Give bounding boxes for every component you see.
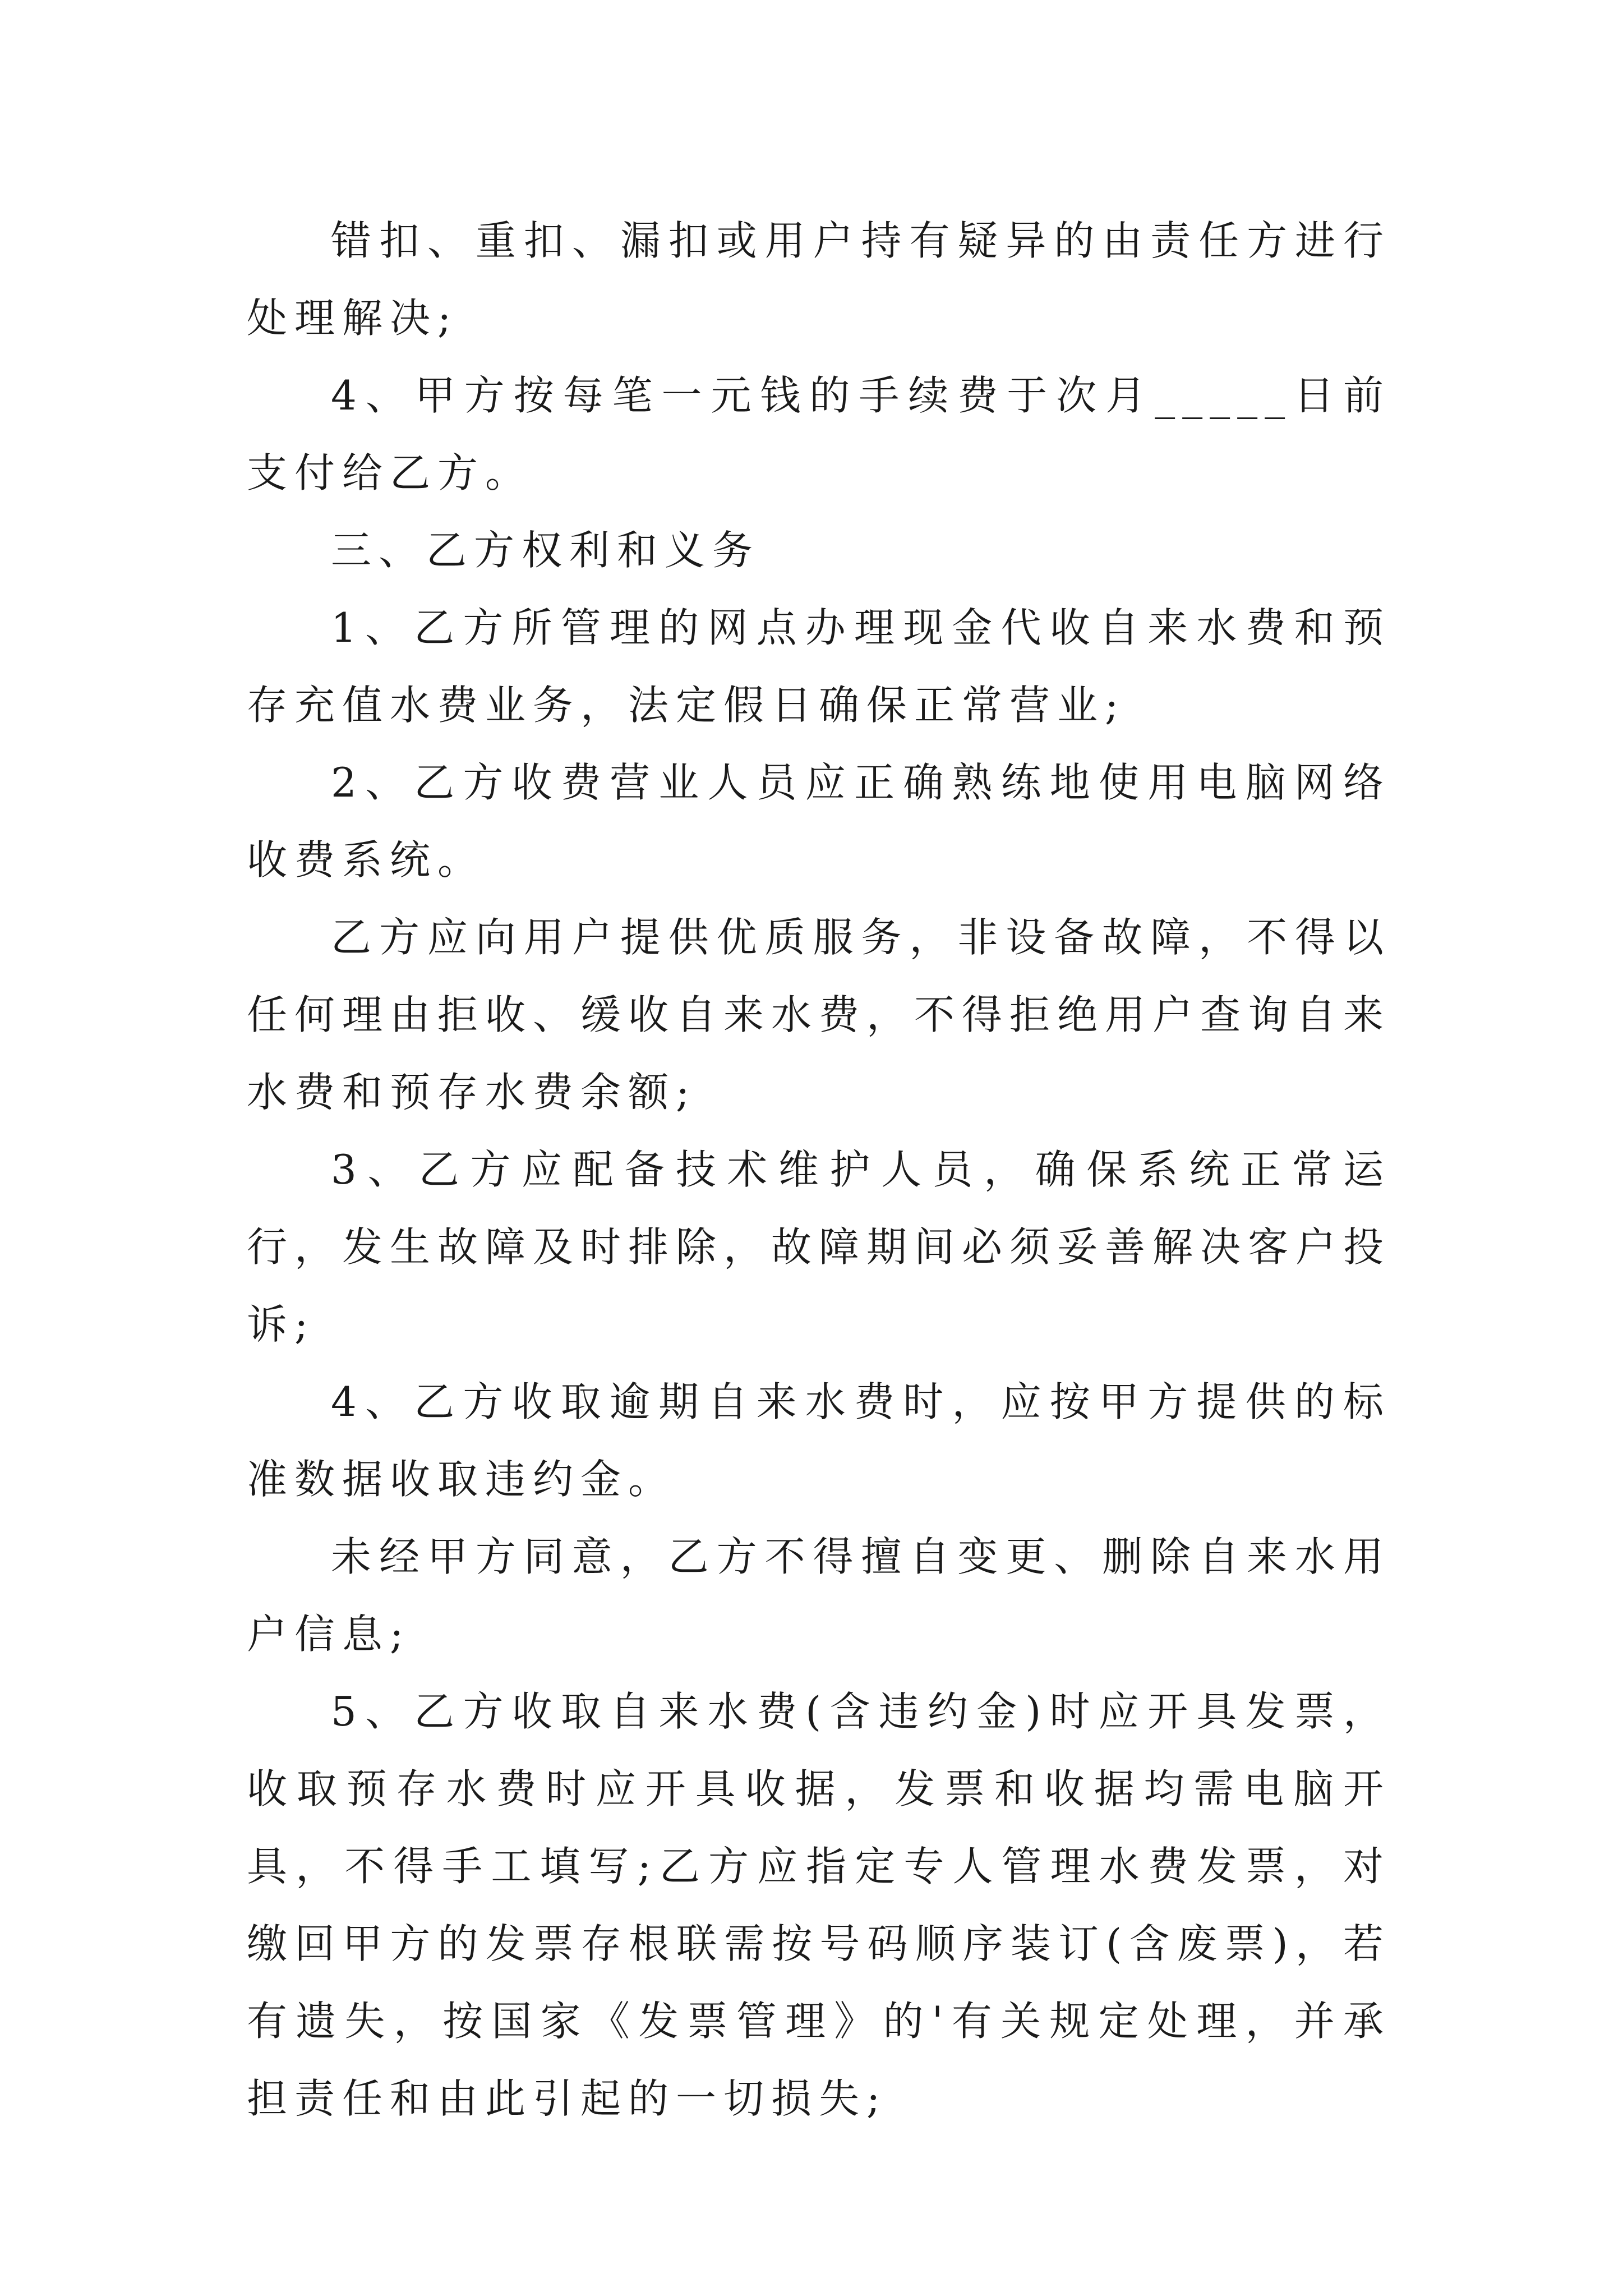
paragraph-2: 4、甲方按每笔一元钱的手续费于次月_____日前支付给乙方。 [247, 372, 1391, 496]
document-body [247, 202, 1391, 2137]
paragraph-8: 未经甲方同意，乙方不得擅自变更、删除自来水用户信息; [247, 1533, 1391, 1658]
section-heading: 三、乙方权利和义务 [331, 527, 760, 574]
paragraph-7: 4、乙方收取逾期自来水费时，应按甲方提供的标准数据收取违约金。 [247, 1378, 1391, 1503]
paragraph-5: 乙方应向用户提供优质服务，非设备故障，不得以任何理由拒收、缓收自来水费，不得拒绝用户查询自来水费和预存水费余额; [247, 914, 1391, 1116]
paragraph-3: 1、乙方所管理的网点办理现金代收自来水费和预存充值水费业务，法定假日确保正常营业; [247, 604, 1391, 729]
paragraph-4: 2、乙方收费营业人员应正确熟练地使用电脑网络收费系统。 [247, 759, 1391, 884]
paragraph-9: 5、乙方收取自来水费(含违约金)时应开具发票，收取预存水费时应开具收据，发票和收据均需电脑开具，不得手工填写;乙方应指定专人管理水费发票，对缴回甲方的发票存根联需按号码顺序装订(含废票)，若有遗失，按国家《发票管理》的'有关规定处理，并承担责任和由此引起的一切损失; [247, 1688, 1391, 2122]
paragraph-6: 3、乙方应配备技术维护人员，确保系统正常运行，发生故障及时排除，故障期间必须妥善解决客户投诉; [247, 1146, 1391, 1348]
paragraph-1: 错扣、重扣、漏扣或用户持有疑异的由责任方进行处理解决; [247, 217, 1391, 342]
